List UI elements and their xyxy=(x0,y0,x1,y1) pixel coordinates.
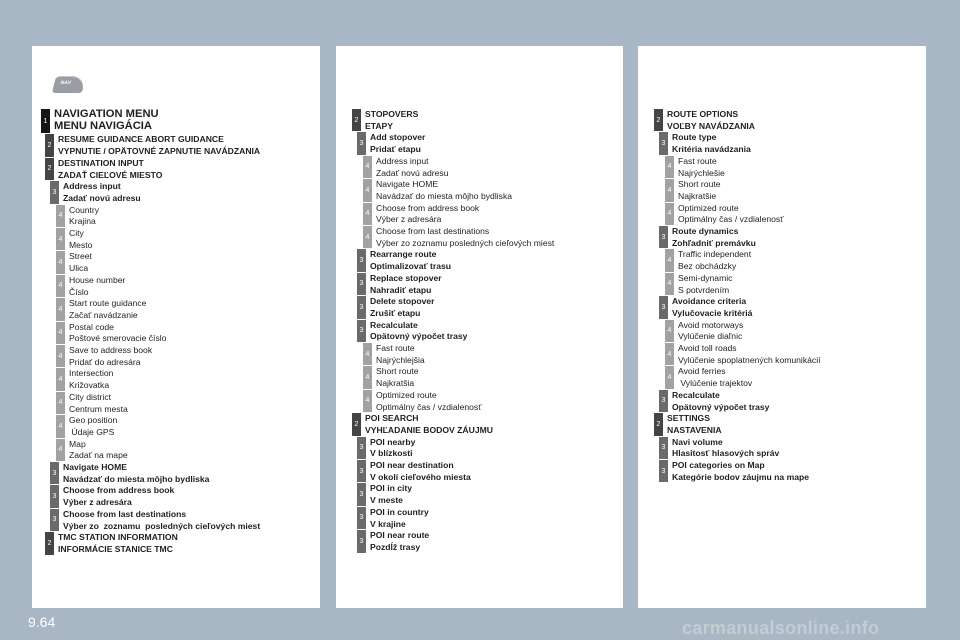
level-badge: 3 xyxy=(357,530,366,552)
entry-label-en: Fast route xyxy=(376,343,415,353)
entry-label-en: Country xyxy=(69,204,100,215)
entry-label-en: Choose from last destinations xyxy=(63,508,187,519)
entry-label-en: RESUME GUIDANCE ABORT GUIDANCE xyxy=(58,134,224,145)
level-badge: 4 xyxy=(56,228,65,250)
entry-label-en: House number xyxy=(69,274,126,285)
watermark: carmanualsonline.info xyxy=(682,618,880,638)
entry-label-sk: VYPNUTIE / OPÄTOVNÉ ZAPNUTIE NAVÁDZANIA xyxy=(58,146,261,157)
entry-label-en: Navigate HOME xyxy=(376,179,439,190)
entry-label-en: Postal code xyxy=(69,321,114,332)
level-badge: 4 xyxy=(363,156,372,178)
level-badge: 4 xyxy=(56,322,65,344)
entry-label-sk: Optimalizovať trasu xyxy=(370,261,452,272)
entry-label-sk: Najkratšie xyxy=(678,190,717,201)
level-badge: 3 xyxy=(50,509,59,531)
entry-label-en: SETTINGS xyxy=(667,413,710,424)
entry-label-en: Address input xyxy=(376,155,429,166)
entry-label-sk: Vylúčenie diaľnic xyxy=(678,331,743,342)
entry-label-en: POI nearby xyxy=(370,436,416,447)
level-badge: 4 xyxy=(363,390,372,412)
level-badge: 3 xyxy=(357,320,366,342)
entry-label-en: NAVIGATION MENU xyxy=(54,108,159,120)
entry-label-en: Add stopover xyxy=(370,132,426,143)
level-badge: 3 xyxy=(50,181,59,203)
level-badge: 4 xyxy=(363,179,372,201)
level-badge: 3 xyxy=(357,437,366,459)
level-badge: 4 xyxy=(363,366,372,388)
entry-label-sk: Bez obchádzky xyxy=(678,261,737,272)
entry-label-en: Traffic independent xyxy=(678,249,752,260)
entry-label-sk: Výber z adresára xyxy=(63,497,132,508)
entry-label-sk: Mesto xyxy=(69,239,93,250)
level-badge: 4 xyxy=(56,275,65,297)
entry-label-sk: Zadať novú adresu xyxy=(63,192,141,203)
level-badge: 2 xyxy=(45,532,54,554)
entry-label-sk: Číslo xyxy=(69,286,89,297)
entry-label-en: STOPOVERS xyxy=(365,109,419,119)
entry-label-sk: Najrýchlešie xyxy=(678,167,725,178)
level-badge: 4 xyxy=(665,156,674,178)
level-badge: 3 xyxy=(659,296,668,318)
entry-label-sk: Ulica xyxy=(69,263,89,274)
level-badge: 2 xyxy=(45,158,54,180)
level-badge: 4 xyxy=(56,298,65,320)
entry-label-en: Recalculate xyxy=(672,389,720,400)
entry-label-sk: V krajine xyxy=(370,518,406,529)
level-badge: 3 xyxy=(659,226,668,248)
entry-label-sk: S potvrdením xyxy=(678,284,730,295)
level-badge: 4 xyxy=(56,368,65,390)
entry-label-sk: ZADAŤ CIEĽOVÉ MIESTO xyxy=(58,169,163,180)
entry-label-sk: Začať navádzanie xyxy=(69,309,138,320)
entry-label-en: Navigate HOME xyxy=(63,462,127,472)
entry-label-en: ROUTE OPTIONS xyxy=(667,109,739,119)
entry-label-sk: Vylučovacie kritériá xyxy=(672,307,753,318)
level-badge: 3 xyxy=(659,460,668,482)
level-badge: 3 xyxy=(357,296,366,318)
entry-label-en: Address input xyxy=(63,181,121,192)
level-badge: 3 xyxy=(50,462,59,484)
entry-label-sk: Pridať do adresára xyxy=(69,356,141,367)
entry-label-sk: V blízkosti xyxy=(370,448,413,459)
level-badge: 1 xyxy=(41,109,50,133)
entry-label-sk: Centrum mesta xyxy=(69,403,128,414)
level-badge: 3 xyxy=(357,483,366,505)
level-badge: 3 xyxy=(659,132,668,154)
entry-label-sk: Nahradiť etapu xyxy=(370,284,432,295)
level-badge: 4 xyxy=(56,439,65,461)
entry-label-en: Intersection xyxy=(69,368,114,379)
entry-label-sk: Zadať novú adresu xyxy=(376,167,449,178)
entry-label-en: Fast route xyxy=(678,155,717,166)
entry-label-en: Route dynamics xyxy=(672,226,739,236)
level-badge: 4 xyxy=(665,273,674,295)
entry-label-en: Map xyxy=(69,438,86,449)
entry-label-en: Save to address book xyxy=(69,345,153,355)
entry-label-sk: ETAPY xyxy=(365,120,394,131)
entry-label-en: Route type xyxy=(672,132,717,143)
entry-label-en: Avoidance criteria xyxy=(672,296,747,307)
entry-label-sk: Hlasitosť hlasových správ xyxy=(672,448,780,459)
entry-label-sk: VYHĽADANIE BODOV ZÁUJMU xyxy=(365,424,493,435)
entry-label-en: Street xyxy=(69,251,92,262)
entry-label-sk: V okolí cieľového miesta xyxy=(370,471,471,482)
entry-label-sk: Vylúčenie spoplatnených komunikácií xyxy=(678,354,821,365)
entry-label-en: Replace stopover xyxy=(370,272,442,283)
entry-label-sk: Navádzať do miesta môjho bydliska xyxy=(376,190,513,201)
entry-label-en: Recalculate xyxy=(370,319,418,330)
entry-label-sk: Optimálny čas / vzdialenosť xyxy=(376,401,482,412)
level-badge: 2 xyxy=(654,109,663,131)
entry-label-en: Short route xyxy=(376,366,419,377)
entry-label-sk: VOĽBY NAVÁDZANIA xyxy=(667,120,756,131)
entry-label-sk: Vylúčenie trajektov xyxy=(678,378,753,389)
entry-label-sk: Pridať etapu xyxy=(370,144,421,155)
entry-label-en: Avoid ferries xyxy=(678,366,726,377)
level-badge: 3 xyxy=(357,507,366,529)
level-badge: 4 xyxy=(665,203,674,225)
level-badge: 3 xyxy=(659,390,668,412)
level-badge: 3 xyxy=(659,437,668,459)
entry-label-sk: Výber zo zoznamu posledných cieľových miest xyxy=(63,520,261,531)
entry-label-en: Optimized route xyxy=(376,389,437,400)
level-badge: 4 xyxy=(56,392,65,414)
entry-label-sk: Výber z adresára xyxy=(376,214,442,225)
level-badge: 2 xyxy=(654,413,663,435)
entry-label-sk: Opätovný výpočet trasy xyxy=(672,401,770,412)
entry-label-sk: Pozdĺž trasy xyxy=(370,541,421,552)
level-badge: 3 xyxy=(357,132,366,154)
entry-label-sk: Zrušiť etapu xyxy=(370,307,421,318)
entry-label-sk: Kritéria navádzania xyxy=(672,144,751,155)
entry-label-en: Delete stopover xyxy=(370,296,435,307)
level-badge: 4 xyxy=(363,203,372,225)
entry-label-en: Choose from last destinations xyxy=(376,226,490,236)
entry-label-sk: INFORMÁCIE STANICE TMC xyxy=(58,543,173,554)
level-badge: 2 xyxy=(352,109,361,131)
entry-label-sk: Križovatka xyxy=(69,380,110,391)
level-badge: 3 xyxy=(50,485,59,507)
entry-label-sk: Poštové smerovacie číslo xyxy=(69,333,167,344)
entry-label-sk: NASTAVENIA xyxy=(667,424,722,435)
level-badge: 4 xyxy=(56,251,65,273)
level-badge: 3 xyxy=(357,249,366,271)
level-badge: 4 xyxy=(665,343,674,365)
entry-label-sk: Optimálny čas / vzdialenosť xyxy=(678,214,784,225)
entry-label-en: Rearrange route xyxy=(370,249,437,260)
level-badge: 4 xyxy=(56,415,65,437)
entry-label-en: Avoid motorways xyxy=(678,319,744,330)
entry-label-en: Geo position xyxy=(69,415,118,426)
entry-label-en: POI in city xyxy=(370,483,413,494)
entry-label-sk: MENU NAVIGÁCIA xyxy=(54,119,152,132)
entry-label-en: POI in country xyxy=(370,506,429,517)
level-badge: 2 xyxy=(352,413,361,435)
entry-label-en: Choose from address book xyxy=(63,485,175,496)
entry-label-en: TMC STATION INFORMATION xyxy=(58,532,178,543)
entry-label-en: City xyxy=(69,228,84,238)
level-badge: 4 xyxy=(665,320,674,342)
entry-label-sk: Krajina xyxy=(69,216,96,227)
entry-label-en: Navi volume xyxy=(672,436,723,447)
entry-label-en: Semi-dynamic xyxy=(678,272,733,283)
entry-label-en: Start route guidance xyxy=(69,298,147,309)
level-badge: 4 xyxy=(363,343,372,365)
entry-label-en: POI near destination xyxy=(370,460,454,470)
entry-label-en: City district xyxy=(69,391,112,402)
entry-label-sk: Opätovný výpočet trasy xyxy=(370,331,468,342)
level-badge: 4 xyxy=(665,366,674,388)
entry-label-en: Short route xyxy=(678,179,721,190)
entry-label-en: DESTINATION INPUT xyxy=(58,157,144,168)
entry-label-sk: V meste xyxy=(370,495,403,506)
entry-label-sk: Kategórie bodov záujmu na mape xyxy=(672,471,810,482)
entry-label-sk: Najrýchlejšia xyxy=(376,354,425,365)
level-badge: 2 xyxy=(45,134,54,156)
entry-label-sk: Zadať na mape xyxy=(69,450,128,461)
entry-label-en: POI near route xyxy=(370,530,430,541)
entry-label-en: Choose from address book xyxy=(376,202,480,213)
entry-label-sk: Údaje GPS xyxy=(69,426,115,437)
nav-icon-label: NAV xyxy=(59,80,72,86)
entry-label-sk: Navádzať do miesta môjho bydliska xyxy=(63,473,210,484)
level-badge: 4 xyxy=(56,205,65,227)
entry-label-en: Avoid toll roads xyxy=(678,343,737,353)
level-badge: 3 xyxy=(357,460,366,482)
level-badge: 4 xyxy=(363,226,372,248)
level-badge: 4 xyxy=(665,249,674,271)
entry-label-sk: Výber zo zoznamu posledných cieľových miest xyxy=(376,237,555,248)
level-badge: 4 xyxy=(665,179,674,201)
entry-label-en: Optimized route xyxy=(678,202,739,213)
level-badge: 3 xyxy=(357,273,366,295)
entry-label-en: POI categories on Map xyxy=(672,460,765,470)
entry-label-en: POI SEARCH xyxy=(365,413,419,424)
page-number: 9.64 xyxy=(28,614,56,630)
level-badge: 4 xyxy=(56,345,65,367)
entry-label-sk: Najkratšia xyxy=(376,378,415,389)
entry-label-sk: Zohľadniť premávku xyxy=(672,237,756,248)
